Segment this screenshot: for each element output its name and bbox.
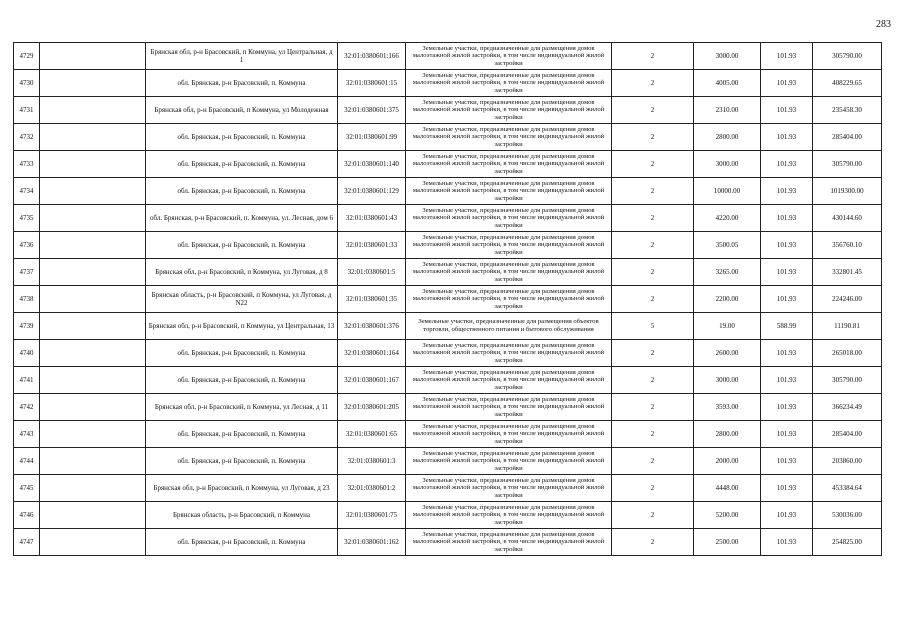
permitted-use-cell: Земельные участки, предназначенные для размещения домов малоэтажной жилой застройки, в том числе индивидуальной жилой застройки xyxy=(406,475,612,502)
specific-value-cell: 101.93 xyxy=(761,394,813,421)
table-row xyxy=(14,205,882,232)
specific-value-cell: 101.93 xyxy=(761,367,813,394)
permitted-use-cell: Земельные участки, предназначенные для размещения домов малоэтажной жилой застройки, в том числе индивидуальной жилой застройки xyxy=(406,421,612,448)
area-cell: 3000.00 xyxy=(694,151,761,178)
cadastral-value-cell: 408229.65 xyxy=(813,70,882,97)
empty-cell xyxy=(40,232,146,259)
cadastral-number-cell: 32:01:0380601:2 xyxy=(338,475,406,502)
table-row xyxy=(14,394,882,421)
record-number-cell: 4733 xyxy=(14,151,40,178)
area-cell: 3000.00 xyxy=(694,43,761,70)
area-cell: 5200.00 xyxy=(694,502,761,529)
record-number-cell: 4732 xyxy=(14,124,40,151)
cadastral-value-cell: 235458.30 xyxy=(813,97,882,124)
table-row xyxy=(14,448,882,475)
cadastral-number-cell: 32:01:0380601:35 xyxy=(338,286,406,313)
address-cell: обл. Брянская, р-н Брасовский, п. Коммуна xyxy=(146,151,338,178)
permitted-use-cell: Земельные участки, предназначенные для размещения домов малоэтажной жилой застройки, в том числе индивидуальной жилой застройки xyxy=(406,205,612,232)
specific-value-cell: 101.93 xyxy=(761,205,813,232)
table-row xyxy=(14,97,882,124)
cadastral-number-cell: 32:01:0380601:166 xyxy=(338,43,406,70)
page-number: 283 xyxy=(876,19,891,30)
table-row xyxy=(14,475,882,502)
permitted-use-cell: Земельные участки, предназначенные для размещения домов малоэтажной жилой застройки, в том числе индивидуальной жилой застройки xyxy=(406,286,612,313)
record-number-cell: 4740 xyxy=(14,340,40,367)
area-cell: 2600.00 xyxy=(694,340,761,367)
cadastral-value-cell: 224246.00 xyxy=(813,286,882,313)
use-group-cell: 2 xyxy=(612,421,694,448)
address-cell: Брянская область, р-н Брасовский, п Коммуна, ул Луговая, д N22 xyxy=(146,286,338,313)
record-number-cell: 4737 xyxy=(14,259,40,286)
cadastral-number-cell: 32:01:0380601:99 xyxy=(338,124,406,151)
use-group-cell: 5 xyxy=(612,313,694,340)
table-row xyxy=(14,124,882,151)
area-cell: 2800.00 xyxy=(694,124,761,151)
record-number-cell: 4731 xyxy=(14,97,40,124)
record-number-cell: 4734 xyxy=(14,178,40,205)
empty-cell xyxy=(40,151,146,178)
table-row xyxy=(14,421,882,448)
record-number-cell: 4736 xyxy=(14,232,40,259)
cadastral-value-cell: 254825.00 xyxy=(813,529,882,556)
area-cell: 3265.00 xyxy=(694,259,761,286)
cadastral-value-cell: 285404.00 xyxy=(813,421,882,448)
record-number-cell: 4745 xyxy=(14,475,40,502)
use-group-cell: 2 xyxy=(612,340,694,367)
permitted-use-cell: Земельные участки, предназначенные для размещения домов малоэтажной жилой застройки, в том числе индивидуальной жилой застройки xyxy=(406,124,612,151)
empty-cell xyxy=(40,313,146,340)
area-cell: 2000.00 xyxy=(694,448,761,475)
area-cell: 3000.00 xyxy=(694,367,761,394)
permitted-use-cell: Земельные участки, предназначенные для размещения домов малоэтажной жилой застройки, в том числе индивидуальной жилой застройки xyxy=(406,448,612,475)
permitted-use-cell: Земельные участки, предназначенные для размещения домов малоэтажной жилой застройки, в том числе индивидуальной жилой застройки xyxy=(406,232,612,259)
address-cell: обл. Брянская, р-н Брасовский, п. Коммуна xyxy=(146,124,338,151)
area-cell: 2310.00 xyxy=(694,97,761,124)
empty-cell xyxy=(40,205,146,232)
address-cell: обл. Брянская, р-н Брасовский, п. Коммуна xyxy=(146,529,338,556)
empty-cell xyxy=(40,502,146,529)
use-group-cell: 2 xyxy=(612,475,694,502)
use-group-cell: 2 xyxy=(612,367,694,394)
cadastral-number-cell: 32:01:0380601:167 xyxy=(338,367,406,394)
empty-cell xyxy=(40,43,146,70)
cadastral-number-cell: 32:01:0380601:375 xyxy=(338,97,406,124)
permitted-use-cell: Земельные участки, предназначенные для размещения домов малоэтажной жилой застройки, в том числе индивидуальной жилой застройки xyxy=(406,340,612,367)
permitted-use-cell: Земельные участки, предназначенные для размещения домов малоэтажной жилой застройки, в том числе индивидуальной жилой застройки xyxy=(406,529,612,556)
cadastral-number-cell: 32:01:0380601:75 xyxy=(338,502,406,529)
cadastral-value-cell: 305790.00 xyxy=(813,367,882,394)
use-group-cell: 2 xyxy=(612,286,694,313)
table-row xyxy=(14,367,882,394)
cadastral-value-cell: 356760.10 xyxy=(813,232,882,259)
specific-value-cell: 101.93 xyxy=(761,286,813,313)
table-row xyxy=(14,340,882,367)
cadastral-number-cell: 32:01:0380601:376 xyxy=(338,313,406,340)
cadastral-value-cell: 430144.60 xyxy=(813,205,882,232)
record-number-cell: 4744 xyxy=(14,448,40,475)
cadastral-value-cell: 265018.00 xyxy=(813,340,882,367)
cadastral-number-cell: 32:01:0380601:140 xyxy=(338,151,406,178)
empty-cell xyxy=(40,97,146,124)
permitted-use-cell: Земельные участки, предназначенные для размещения домов малоэтажной жилой застройки, в том числе индивидуальной жилой застройки xyxy=(406,151,612,178)
area-cell: 3593.00 xyxy=(694,394,761,421)
record-number-cell: 4743 xyxy=(14,421,40,448)
use-group-cell: 2 xyxy=(612,97,694,124)
registry-body xyxy=(14,43,882,556)
use-group-cell: 2 xyxy=(612,259,694,286)
cadastral-value-cell: 1019300.00 xyxy=(813,178,882,205)
cadastral-value-cell: 285404.00 xyxy=(813,124,882,151)
use-group-cell: 2 xyxy=(612,124,694,151)
record-number-cell: 4746 xyxy=(14,502,40,529)
specific-value-cell: 101.93 xyxy=(761,259,813,286)
empty-cell xyxy=(40,421,146,448)
cadastral-value-cell: 453384.64 xyxy=(813,475,882,502)
specific-value-cell: 101.93 xyxy=(761,448,813,475)
use-group-cell: 2 xyxy=(612,529,694,556)
use-group-cell: 2 xyxy=(612,205,694,232)
address-cell: Брянская обл, р-н Брасовский, п Коммуна, ул Лесная, д 11 xyxy=(146,394,338,421)
use-group-cell: 2 xyxy=(612,70,694,97)
address-cell: обл. Брянская, р-н Брасовский, п. Коммуна xyxy=(146,70,338,97)
table-row xyxy=(14,43,882,70)
cadastral-value-cell: 305790.00 xyxy=(813,43,882,70)
record-number-cell: 4730 xyxy=(14,70,40,97)
table-row xyxy=(14,232,882,259)
cadastral-number-cell: 32:01:0380601:65 xyxy=(338,421,406,448)
cadastral-value-cell: 332801.45 xyxy=(813,259,882,286)
empty-cell xyxy=(40,178,146,205)
use-group-cell: 2 xyxy=(612,178,694,205)
specific-value-cell: 101.93 xyxy=(761,43,813,70)
empty-cell xyxy=(40,340,146,367)
permitted-use-cell: Земельные участки, предназначенные для размещения домов малоэтажной жилой застройки, в том числе индивидуальной жилой застройки xyxy=(406,178,612,205)
cadastral-value-cell: 366234.49 xyxy=(813,394,882,421)
permitted-use-cell: Земельные участки, предназначенные для размещения объектов торговли, общественного питания и бытового обслуживания xyxy=(406,313,612,340)
table-row xyxy=(14,178,882,205)
cadastral-number-cell: 32:01:0380601:164 xyxy=(338,340,406,367)
cadastral-number-cell: 32:01:0380601:33 xyxy=(338,232,406,259)
area-cell: 4220.00 xyxy=(694,205,761,232)
use-group-cell: 2 xyxy=(612,151,694,178)
table-row xyxy=(14,70,882,97)
record-number-cell: 4738 xyxy=(14,286,40,313)
area-cell: 10000.00 xyxy=(694,178,761,205)
address-cell: Брянская обл, р-н Брасовский, п Коммуна, ул Центральная, д 1 xyxy=(146,43,338,70)
permitted-use-cell: Земельные участки, предназначенные для размещения домов малоэтажной жилой застройки, в том числе индивидуальной жилой застройки xyxy=(406,43,612,70)
area-cell: 4448.00 xyxy=(694,475,761,502)
cadastral-number-cell: 32:01:0380601:5 xyxy=(338,259,406,286)
specific-value-cell: 101.93 xyxy=(761,70,813,97)
table-row xyxy=(14,151,882,178)
specific-value-cell: 101.93 xyxy=(761,502,813,529)
table-row xyxy=(14,502,882,529)
record-number-cell: 4735 xyxy=(14,205,40,232)
specific-value-cell: 101.93 xyxy=(761,340,813,367)
table-row xyxy=(14,259,882,286)
specific-value-cell: 101.93 xyxy=(761,124,813,151)
use-group-cell: 2 xyxy=(612,448,694,475)
specific-value-cell: 101.93 xyxy=(761,97,813,124)
record-number-cell: 4729 xyxy=(14,43,40,70)
use-group-cell: 2 xyxy=(612,43,694,70)
address-cell: Брянская обл, р-н Брасовский, п Коммуна, ул Луговая, д 23 xyxy=(146,475,338,502)
empty-cell xyxy=(40,529,146,556)
permitted-use-cell: Земельные участки, предназначенные для размещения домов малоэтажной жилой застройки, в том числе индивидуальной жилой застройки xyxy=(406,259,612,286)
address-cell: обл. Брянская, р-н Брасовский, п. Коммуна xyxy=(146,340,338,367)
cadastral-number-cell: 32:01:0380601:129 xyxy=(338,178,406,205)
empty-cell xyxy=(40,70,146,97)
cadastral-value-cell: 203860.00 xyxy=(813,448,882,475)
permitted-use-cell: Земельные участки, предназначенные для размещения домов малоэтажной жилой застройки, в том числе индивидуальной жилой застройки xyxy=(406,394,612,421)
use-group-cell: 2 xyxy=(612,394,694,421)
specific-value-cell: 101.93 xyxy=(761,475,813,502)
address-cell: обл. Брянская, р-н Брасовский, п. Коммуна, ул. Лесная, дом 6 xyxy=(146,205,338,232)
address-cell: Брянская область, р-н Брасовский, п Коммуна xyxy=(146,502,338,529)
use-group-cell: 2 xyxy=(612,502,694,529)
empty-cell xyxy=(40,394,146,421)
address-cell: Брянская обл, р-н Брасовский, п Коммуна, ул Молодежная xyxy=(146,97,338,124)
empty-cell xyxy=(40,259,146,286)
cadastral-value-cell: 530036.00 xyxy=(813,502,882,529)
empty-cell xyxy=(40,286,146,313)
permitted-use-cell: Земельные участки, предназначенные для размещения домов малоэтажной жилой застройки, в том числе индивидуальной жилой застройки xyxy=(406,502,612,529)
specific-value-cell: 101.93 xyxy=(761,178,813,205)
permitted-use-cell: Земельные участки, предназначенные для размещения домов малоэтажной жилой застройки, в том числе индивидуальной жилой застройки xyxy=(406,97,612,124)
permitted-use-cell: Земельные участки, предназначенные для размещения домов малоэтажной жилой застройки, в том числе индивидуальной жилой застройки xyxy=(406,70,612,97)
address-cell: обл. Брянская, р-н Брасовский, п. Коммуна xyxy=(146,367,338,394)
table-row xyxy=(14,286,882,313)
specific-value-cell: 101.93 xyxy=(761,151,813,178)
specific-value-cell: 588.99 xyxy=(761,313,813,340)
cadastral-number-cell: 32:01:0380601:162 xyxy=(338,529,406,556)
address-cell: обл. Брянская, р-н Брасовский, п. Коммуна xyxy=(146,232,338,259)
cadastral-value-cell: 305790.00 xyxy=(813,151,882,178)
record-number-cell: 4741 xyxy=(14,367,40,394)
cadastral-number-cell: 32:01:0380601:15 xyxy=(338,70,406,97)
record-number-cell: 4747 xyxy=(14,529,40,556)
specific-value-cell: 101.93 xyxy=(761,232,813,259)
table-row xyxy=(14,529,882,556)
cadastral-number-cell: 32:01:0380601:3 xyxy=(338,448,406,475)
specific-value-cell: 101.93 xyxy=(761,529,813,556)
specific-value-cell: 101.93 xyxy=(761,421,813,448)
cadastral-number-cell: 32:01:0380601:43 xyxy=(338,205,406,232)
address-cell: Брянская обл, р-н Брасовский, п Коммуна, ул Центральная, 13 xyxy=(146,313,338,340)
use-group-cell: 2 xyxy=(612,232,694,259)
cadastral-value-cell: 11190.81 xyxy=(813,313,882,340)
address-cell: обл. Брянская, р-н Брасовский, п. Коммуна xyxy=(146,178,338,205)
area-cell: 2200.00 xyxy=(694,286,761,313)
area-cell: 2500.00 xyxy=(694,529,761,556)
address-cell: обл. Брянская, р-н Брасовский, п. Коммуна xyxy=(146,448,338,475)
permitted-use-cell: Земельные участки, предназначенные для размещения домов малоэтажной жилой застройки, в том числе индивидуальной жилой застройки xyxy=(406,367,612,394)
table-row xyxy=(14,313,882,340)
area-cell: 2800.00 xyxy=(694,421,761,448)
empty-cell xyxy=(40,475,146,502)
address-cell: обл. Брянская, р-н Брасовский, п. Коммуна xyxy=(146,421,338,448)
area-cell: 19.00 xyxy=(694,313,761,340)
address-cell: Брянская обл, р-н Брасовский, п Коммуна, ул Луговая, д 8 xyxy=(146,259,338,286)
record-number-cell: 4739 xyxy=(14,313,40,340)
land-plot-registry-table xyxy=(13,42,882,556)
record-number-cell: 4742 xyxy=(14,394,40,421)
area-cell: 4005.00 xyxy=(694,70,761,97)
cadastral-number-cell: 32:01:0380601:205 xyxy=(338,394,406,421)
empty-cell xyxy=(40,448,146,475)
area-cell: 3500.05 xyxy=(694,232,761,259)
empty-cell xyxy=(40,124,146,151)
empty-cell xyxy=(40,367,146,394)
